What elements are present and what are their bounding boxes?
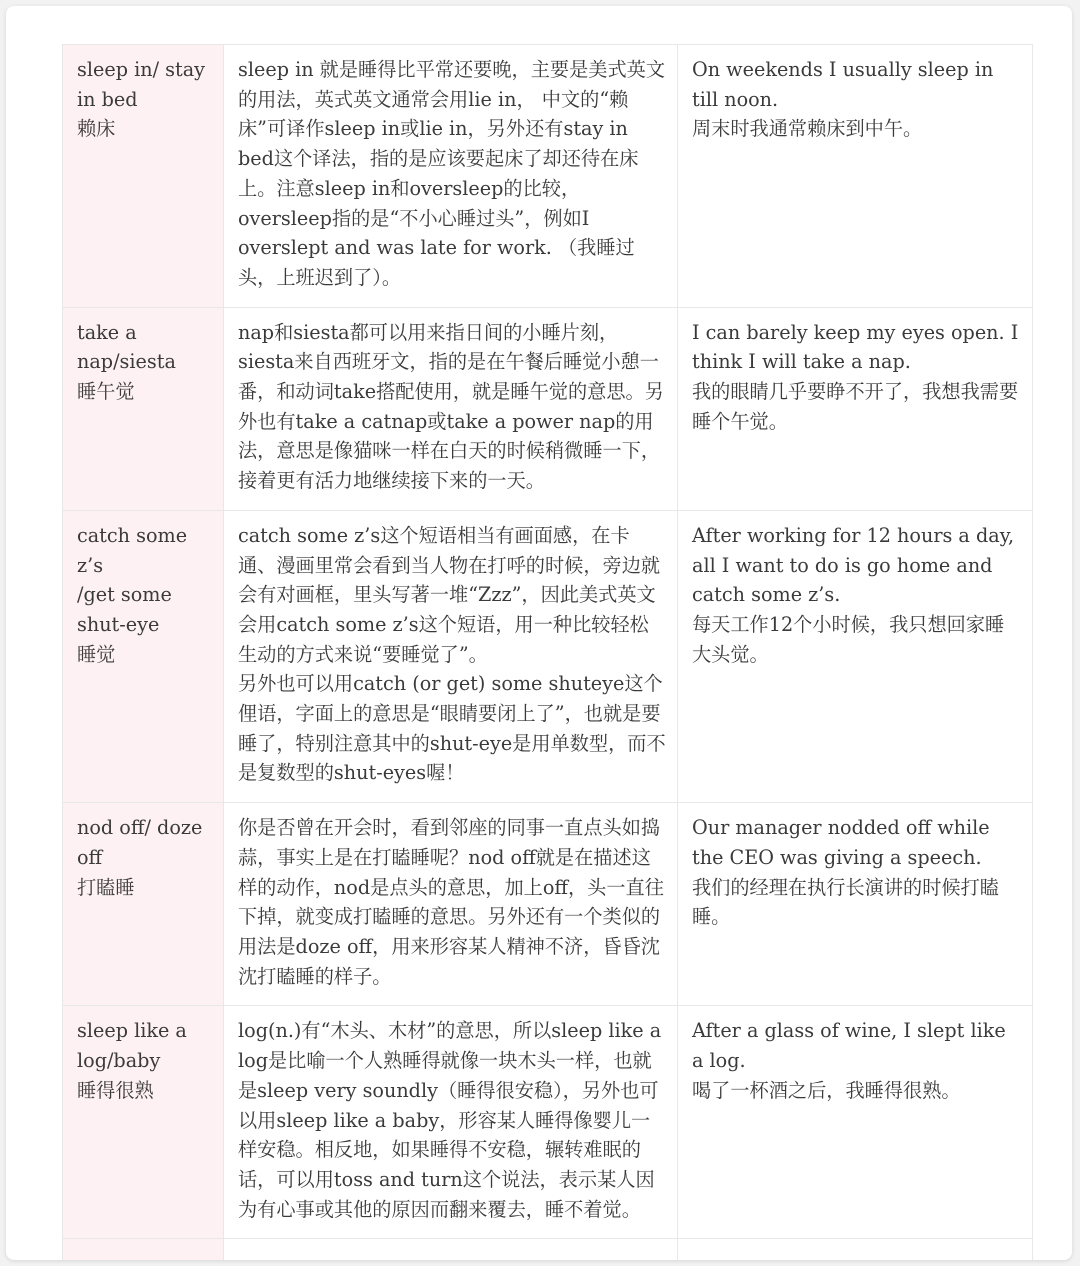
example-cell: [678, 1239, 1033, 1260]
example-cell: [678, 803, 1033, 1006]
table-row: [63, 1006, 1033, 1239]
example-sentence: On weekends I usually sleep in till noon.: [692, 58, 994, 111]
example-translation: 每天工作12个小时候，我只想回家睡大头觉。: [692, 612, 1005, 666]
term-translation: 睡午觉: [77, 380, 135, 404]
example-sentence: After a glass of wine, I slept like a log.: [692, 1019, 1006, 1073]
example-translation: 我的眼睛几乎要睁不开了，我想我需要睡个午觉。: [692, 380, 1019, 433]
example-sentence: I can barely keep my eyes open. I think I will take a nap.: [692, 320, 1019, 374]
term-cell: [63, 803, 224, 1006]
term-line: nap/siesta: [77, 350, 176, 374]
term-line: sleep like a: [77, 1019, 187, 1043]
term-translation: 睡得很熟: [77, 1078, 154, 1102]
explanation-cell: [224, 510, 678, 802]
term-cell: [63, 307, 224, 510]
example-sentence: Our manager nodded off while the CEO was giving a speech.: [692, 816, 990, 869]
term-translation: 赖床: [77, 117, 116, 141]
term-line: sleep in/ stay: [77, 58, 205, 81]
explanation-cell: [224, 307, 678, 510]
example-translation: 喝了一杯酒之后，我睡得很熟。: [692, 1078, 961, 1102]
example-cell: [678, 510, 1033, 802]
term-line: catch some z’s: [77, 523, 188, 577]
explanation-text: nap和siesta都可以用来指日间的小睡片刻，siesta来自西班牙文，指的是在午餐后睡觉小憩一番，和动词take搭配使用，就是睡午觉的意思。另外也有take a catnap或take a power nap的用法，意思是像猫咪一样在白天的时候稍微睡一下，接着更有活力地继续接下来的一天。: [238, 320, 664, 493]
explanation-text: catch some z’s这个短语相当有画面感，在卡通、漫画里常会看到当人物在打呼的时候，旁边就会有对画框，里头写著一堆“Zzz”，因此美式英文会用catch some z’s这个短语，用一种比较轻松生动的方式来说“要睡觉了”。: [238, 523, 661, 666]
term-line: off: [77, 845, 103, 869]
table-row: [63, 803, 1033, 1006]
table-row-cut-off: [63, 1239, 1033, 1260]
table-row: [63, 510, 1033, 802]
table-row: [63, 45, 1033, 308]
term-line: take a: [77, 320, 137, 344]
example-cell: [678, 307, 1033, 510]
term-translation: 打瞌睡: [77, 875, 135, 899]
term-translation: 睡觉: [77, 642, 116, 666]
explanation-cell: [224, 1006, 678, 1239]
term-cell: [63, 1239, 224, 1260]
explanation-cell: [224, 45, 678, 308]
explanation-cell: [224, 803, 678, 1006]
vocabulary-table: [62, 44, 1033, 1260]
term-line: in bed: [77, 87, 138, 111]
term-line: log/baby: [77, 1049, 161, 1073]
term-line: nod off/ doze: [77, 816, 203, 840]
table-row: [63, 307, 1033, 510]
explanation-text: 你是否曾在开会时，看到邻座的同事一直点头如捣蒜，事实上是在打瞌睡呢？nod off就是在描述这样的动作，nod是点头的意思，加上off，头一直往下掉，就变成打瞌睡的意思。另外还有一个类似的用法是doze off，用来形容某人精神不济，昏昏沈沈打瞌睡的样子。: [238, 816, 664, 988]
example-translation: 周末时我通常赖床到中午。: [692, 117, 923, 141]
term-line: /get some: [77, 583, 172, 607]
explanation-text: 另外也可以用catch (or get) some shuteye这个俚语，字面上的意思是“眼睛要闭上了”，也就是要睡了，特别注意其中的shut-eye是用单数型，而不是复数型的shut-eyes喔！: [238, 672, 666, 785]
explanation-text: sleep in 就是睡得比平常还要晚，主要是美式英文的用法，英式英文通常会用lie in， 中文的“赖床”可译作sleep in或lie in，另外还有stay in bed这个译法，指的是应该要起床了却还待在床上。注意sleep in和oversleep的比较，oversleep指的是“不小心睡过头”，例如I overslept and was late for work. （我睡过头，上班迟到了）。: [238, 58, 666, 289]
term-cell: [63, 1006, 224, 1239]
term-line: shut-eye: [77, 612, 160, 636]
document-card: [6, 6, 1072, 1260]
example-cell: [678, 45, 1033, 308]
example-sentence: After working for 12 hours a day, all I want to do is go home and catch some z’s.: [692, 523, 1015, 607]
explanation-cell: [224, 1239, 678, 1260]
example-translation: 我们的经理在执行长演讲的时候打瞌睡。: [692, 875, 999, 929]
explanation-text: log(n.)有“木头、木材”的意思，所以sleep like a log是比喻一个人熟睡得就像一块木头一样，也就是sleep very soundly（睡得很安稳），另外也可以用sleep like a baby，形容某人睡得像婴儿一样安稳。相反地，如果睡得不安稳，辗转难眠的话，可以用toss and turn这个说法，表示某人因为有心事或其他的原因而翻来覆去，睡不着觉。: [238, 1019, 662, 1221]
term-cell: [63, 45, 224, 308]
term-cell: [63, 510, 224, 802]
example-cell: [678, 1006, 1033, 1239]
